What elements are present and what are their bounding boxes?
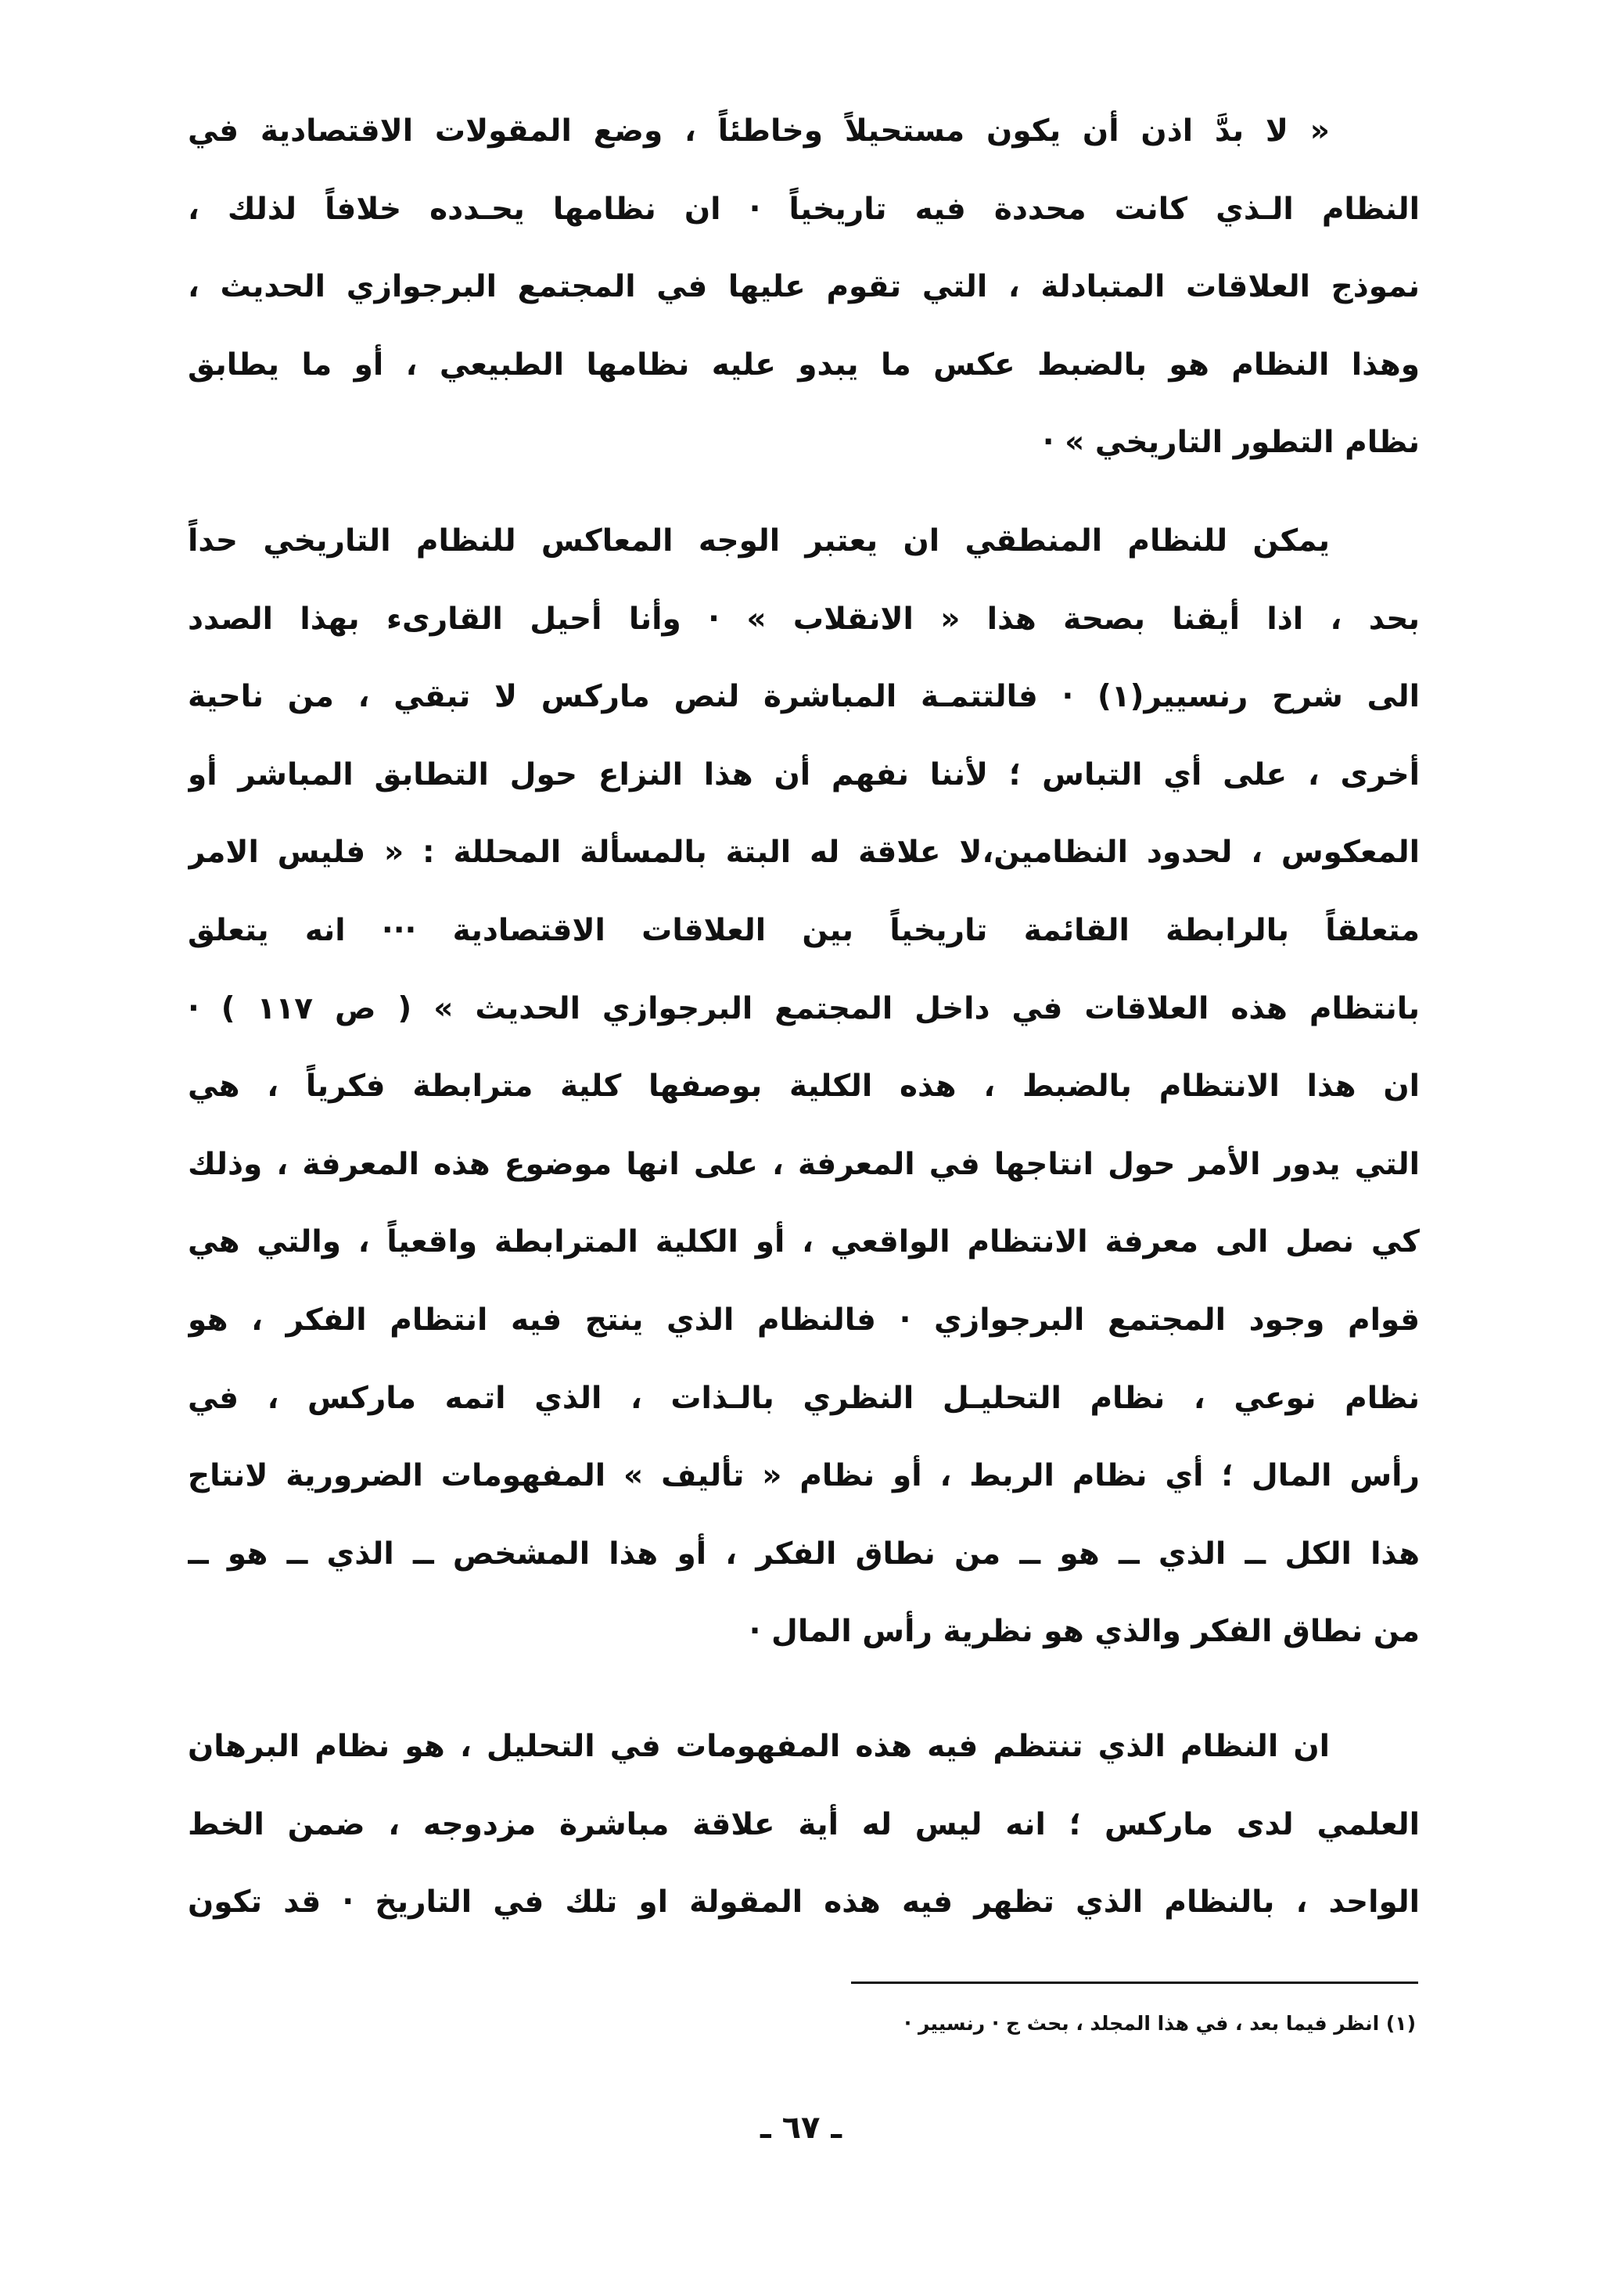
text-line: نظام التطور التاريخي » ·	[1042, 425, 1420, 461]
text-line: بانتظام هذه العلاقات في داخل المجتمع البرجوازي الحديث » ( ص ١١٧ ) ·	[188, 990, 1420, 1026]
text-line: بحد ، اذا أيقنا بصحة هذا « الانقلاب » · وأنا أحيل القارىء بهذا الصدد	[188, 601, 1420, 637]
text-line: أخرى ، على أي التباس ؛ لأننا نفهم أن هذا النزاع حول التطابق المباشر أو	[188, 756, 1420, 792]
text-line: ان هذا الانتظام بالضبط ، هذه الكلية بوصفها كلية مترابطة فكرياً ، هي	[188, 1069, 1420, 1105]
footnote: (١) انظر فيما بعد ، في هذا المجلد ، بحث ج · رنسيير ·	[903, 2012, 1416, 2035]
text-line: متعلقاً بالرابطة القائمة تاريخياً بين العلاقات الاقتصادية ··· انه يتعلق	[188, 912, 1420, 948]
text-line: هذا الكل ــ الذي ــ هو ــ من نطاق الفكر ، أو هذا المشخص ــ الذي ــ هو ــ	[188, 1536, 1420, 1572]
text-line: وهذا النظام هو بالضبط عكس ما يبدو عليه نظامها الطبيعي ، أو ما يطابق	[188, 347, 1420, 383]
page-number: ـ ٦٧ ـ	[760, 2110, 842, 2146]
text-line: الى شرح رنسيير(١) · فالتتمـة المباشرة لنص ماركس لا تبقي ، من ناحية	[188, 679, 1420, 715]
text-line: رأس المال ؛ أي نظام الربط ، أو نظام « تأليف » المفهومات الضرورية لانتاج	[188, 1458, 1420, 1494]
text-line: التي يدور الأمر حول انتاجها في المعرفة ، على انها موضوع هذه المعرفة ، وذلك	[188, 1146, 1420, 1182]
paragraph-3	[188, 1708, 1420, 1942]
text-line: « لا بدَّ اذن أن يكون مستحيلاً وخاطئاً ، وضع المقولات الاقتصادية في	[188, 113, 1330, 149]
text-line: نموذج العلاقات المتبادلة ، التي تقوم عليها في المجتمع البرجوازي الحديث ،	[188, 269, 1420, 305]
text-line: ان النظام الذي تنتظم فيه هذه المفهومات في التحليل ، هو نظام البرهان	[188, 1729, 1330, 1764]
text-line: العلمي لدى ماركس ؛ انه ليس له أية علاقة مباشرة مزدوجه ، ضمن الخط	[188, 1806, 1420, 1842]
text-line: من نطاق الفكر والذي هو نظرية رأس المال ·	[749, 1614, 1420, 1650]
text-line: الواحد ، بالنظام الذي تظهر فيه هذه المقولة او تلك في التاريخ · قد تكون	[188, 1885, 1420, 1921]
text-line: النظام الـذي كانت محددة فيه تاريخياً · ان نظامها يحـدده خلافاً لذلك ،	[188, 191, 1420, 227]
text-line: قوام وجود المجتمع البرجوازي · فالنظام الذي ينتج فيه انتظام الفكر ، هو	[188, 1302, 1420, 1338]
text-line: المعكوس ، لحدود النظامين،لا علاقة له البتة بالمسألة المحللة : « فليس الامر	[188, 835, 1420, 871]
footnote-divider	[851, 1982, 1418, 1984]
paragraph-1	[188, 92, 1420, 482]
text-line: يمكن للنظام المنطقي ان يعتبر الوجه المعاكس للنظام التاريخي حداً	[188, 523, 1330, 559]
text-line: نظام نوعي ، نظام التحليـل النظري بالـذات ، الذي اتمه ماركس ، في	[188, 1380, 1420, 1416]
paragraph-2	[188, 502, 1420, 1671]
text-line: كي نصل الى معرفة الانتظام الواقعي ، أو الكلية المترابطة واقعياً ، والتي هي	[188, 1224, 1420, 1260]
